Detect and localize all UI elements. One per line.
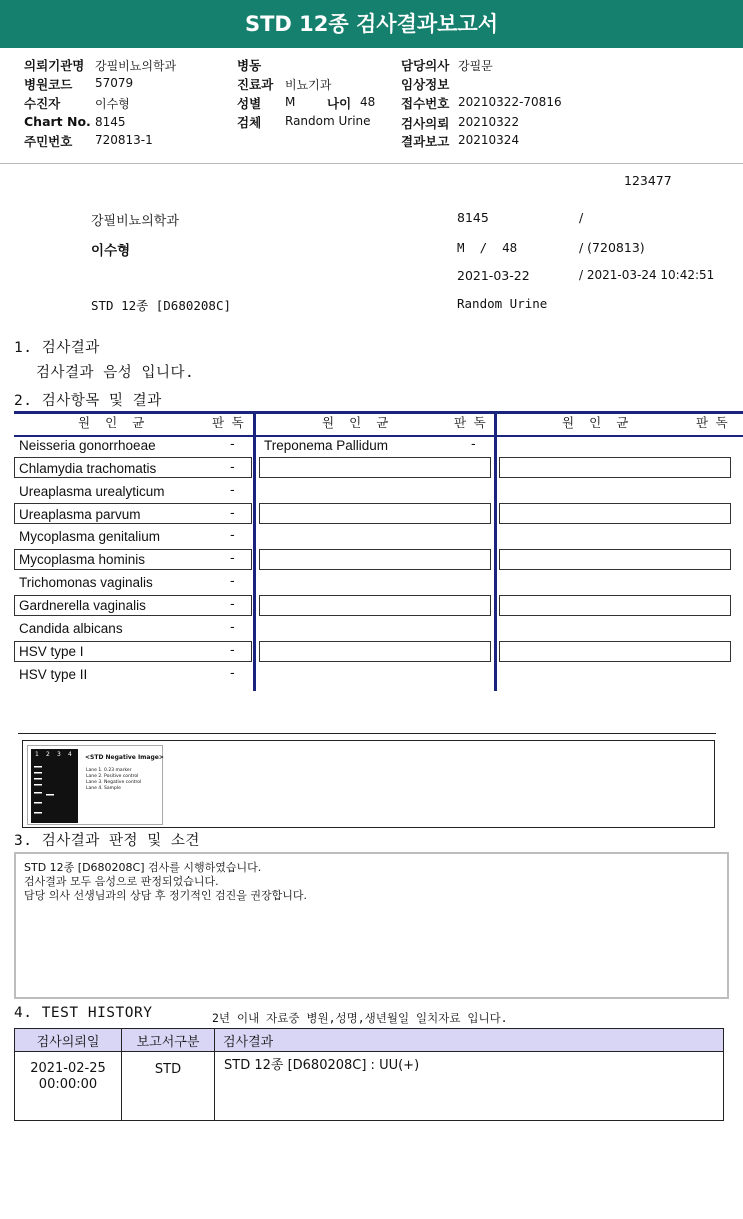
history-time: 00:00:00 xyxy=(38,1077,98,1092)
gel-legend-item: Lane 1. 0.23 marker xyxy=(86,768,132,773)
pathogen-name: Trichomonas vaginalis xyxy=(19,575,153,590)
pathogen-result: - xyxy=(230,666,235,681)
table-row xyxy=(15,1052,724,1121)
summary-birth: / (720813) xyxy=(579,240,645,255)
history-date: 2021-02-25 xyxy=(30,1061,106,1076)
doctor-label: 담당의사 xyxy=(401,58,450,73)
gel-legend-item: Lane 2. Positive control xyxy=(86,774,139,779)
gel-legend-item: Lane 3. Negative control xyxy=(86,780,142,785)
opinion-line: 담당 의사 선생님과의 상담 후 정기적인 검진을 권장합니다. xyxy=(24,889,307,902)
gel-image-frame xyxy=(22,740,715,828)
pathogen-result: - xyxy=(230,620,235,635)
age-label: 나이 xyxy=(327,96,352,111)
summary-test: STD 12종 [D680208C] xyxy=(91,298,232,313)
col2-pathogen-header: 원 인 균 xyxy=(322,415,389,430)
col3-pathogen-header: 원 인 균 xyxy=(562,415,629,430)
col1-result-header: 판 독 xyxy=(212,415,244,430)
pathogen-result: - xyxy=(230,597,235,612)
pathogen-name: HSV type II xyxy=(19,667,88,682)
gel-title: <STD Negative Image> xyxy=(85,754,164,761)
dept-label: 진료과 xyxy=(237,77,274,92)
history-header-date: 검사의뢰일 xyxy=(15,1029,122,1052)
chart-value: 8145 xyxy=(95,115,126,129)
result-date-label: 결과보고 xyxy=(401,134,450,149)
request-label: 검사의뢰 xyxy=(401,116,450,131)
pathogen-name: Candida albicans xyxy=(19,621,123,636)
dept-value: 비뇨기과 xyxy=(285,78,332,92)
summary-clinic: 강필비뇨의학과 xyxy=(91,214,179,229)
sex-label: 성별 xyxy=(237,96,262,111)
gel-lane-3: 3 xyxy=(57,751,61,758)
gel-thumbnail xyxy=(27,745,163,825)
section4-title: 4. TEST HISTORY xyxy=(14,1005,153,1021)
gel-divider xyxy=(18,733,716,734)
resident-label: 주민번호 xyxy=(24,134,73,149)
row-box xyxy=(259,641,491,662)
pathogen-name: HSV type I xyxy=(19,644,84,659)
summary-date2: / 2021-03-24 10:42:51 xyxy=(579,268,715,282)
sex-value: M xyxy=(285,95,296,109)
pathogen-name: Neisseria gonorrhoeae xyxy=(19,438,156,453)
patient-label: 수진자 xyxy=(24,96,61,111)
ward-label: 병동 xyxy=(237,58,262,73)
chart-label: Chart No. xyxy=(24,114,91,129)
resident-value: 720813-1 xyxy=(95,133,153,147)
pathogen-name: Ureaplasma parvum xyxy=(19,507,141,522)
pathogen-name: Ureaplasma urealyticum xyxy=(19,484,165,499)
summary-slash: / xyxy=(579,210,584,225)
report-title: STD 12종 검사결과보고서 xyxy=(244,12,498,36)
row-box xyxy=(259,595,491,616)
row-box xyxy=(259,457,491,478)
row-box xyxy=(499,503,731,524)
col2-result-header: 판 독 xyxy=(454,415,486,430)
age-value: 48 xyxy=(360,95,376,109)
row-box xyxy=(259,549,491,570)
code-label: 병원코드 xyxy=(24,77,73,92)
section3-title: 3. 검사결과 판정 및 소견 xyxy=(14,833,200,849)
section4-note: 2년 이내 자료중 병원,성명,생년월일 일치자료 입니다. xyxy=(212,1011,508,1025)
pathogen-name: Gardnerella vaginalis xyxy=(19,598,146,613)
specimen-value: Random Urine xyxy=(285,114,371,128)
row-box xyxy=(499,457,731,478)
summary-name: 이수형 xyxy=(91,243,131,259)
summary-sex-age: M / 48 xyxy=(457,240,518,255)
pathogen-result: - xyxy=(230,528,235,543)
pathogen-result: - xyxy=(230,574,235,589)
pathogen-name: Mycoplasma hominis xyxy=(19,552,146,567)
section2-title: 2. 검사항목 및 결과 xyxy=(14,393,162,409)
gel-legend-item: Lane 4. Sample xyxy=(86,786,121,791)
hospital-label: 의뢰기관명 xyxy=(24,58,85,73)
col3-result-header: 판 독 xyxy=(696,415,728,430)
pathogen-result: - xyxy=(230,437,235,452)
history-header-type: 보고서구분 xyxy=(122,1029,215,1052)
history-result: STD 12종 [D680208C] : UU(+) xyxy=(215,1052,724,1121)
history-table xyxy=(14,1028,724,1121)
pathogen-result: - xyxy=(471,437,476,452)
doctor-value: 강필문 xyxy=(458,59,493,73)
code-value: 57079 xyxy=(95,76,134,90)
opinion-box xyxy=(14,852,729,999)
row-box xyxy=(499,549,731,570)
col1-pathogen-header: 원 인 균 xyxy=(78,415,145,430)
result-date-value: 20210324 xyxy=(458,133,520,147)
pathogen-result: - xyxy=(230,643,235,658)
history-header-result: 검사결과 xyxy=(215,1029,724,1052)
clinical-label: 임상정보 xyxy=(401,77,450,92)
pathogen-result: - xyxy=(230,506,235,521)
pathogen-result: - xyxy=(230,460,235,475)
row-box xyxy=(499,595,731,616)
gel-lane-2: 2 xyxy=(46,751,50,758)
summary-specimen: Random Urine xyxy=(457,296,548,311)
receipt-value: 20210322-70816 xyxy=(458,95,562,109)
row-box xyxy=(259,503,491,524)
row-box xyxy=(499,641,731,662)
section1-title: 1. 검사결과 xyxy=(14,340,100,356)
summary-date1: 2021-03-22 xyxy=(457,268,530,283)
column-divider-2 xyxy=(494,411,497,691)
patient-value: 이수형 xyxy=(95,97,130,111)
opinion-line: STD 12종 [D680208C] 검사를 시행하였습니다. xyxy=(24,861,262,874)
pathogen-name: Chlamydia trachomatis xyxy=(19,461,157,476)
pathogen-result: - xyxy=(230,551,235,566)
request-value: 20210322 xyxy=(458,115,520,129)
pathogen-name: Mycoplasma genitalium xyxy=(19,529,161,544)
section1-text: 검사결과 음성 입니다. xyxy=(36,365,195,381)
summary-chart: 8145 xyxy=(457,210,489,225)
hospital-value: 강필비뇨의학과 xyxy=(95,59,177,73)
history-type: STD xyxy=(122,1052,215,1121)
specimen-label: 검체 xyxy=(237,115,262,130)
pathogen-name: Treponema Pallidum xyxy=(264,438,389,453)
gel-lane-4: 4 xyxy=(68,751,72,758)
receipt-label: 접수번호 xyxy=(401,96,450,111)
gel-lane-1: 1 xyxy=(35,751,43,758)
column-divider-1 xyxy=(253,411,256,691)
summary-id: 123477 xyxy=(624,173,672,188)
opinion-line: 검사결과 모두 음성으로 판정되었습니다. xyxy=(24,875,219,888)
history-date-cell xyxy=(15,1052,122,1121)
pathogen-result: - xyxy=(230,483,235,498)
info-divider xyxy=(0,163,743,164)
